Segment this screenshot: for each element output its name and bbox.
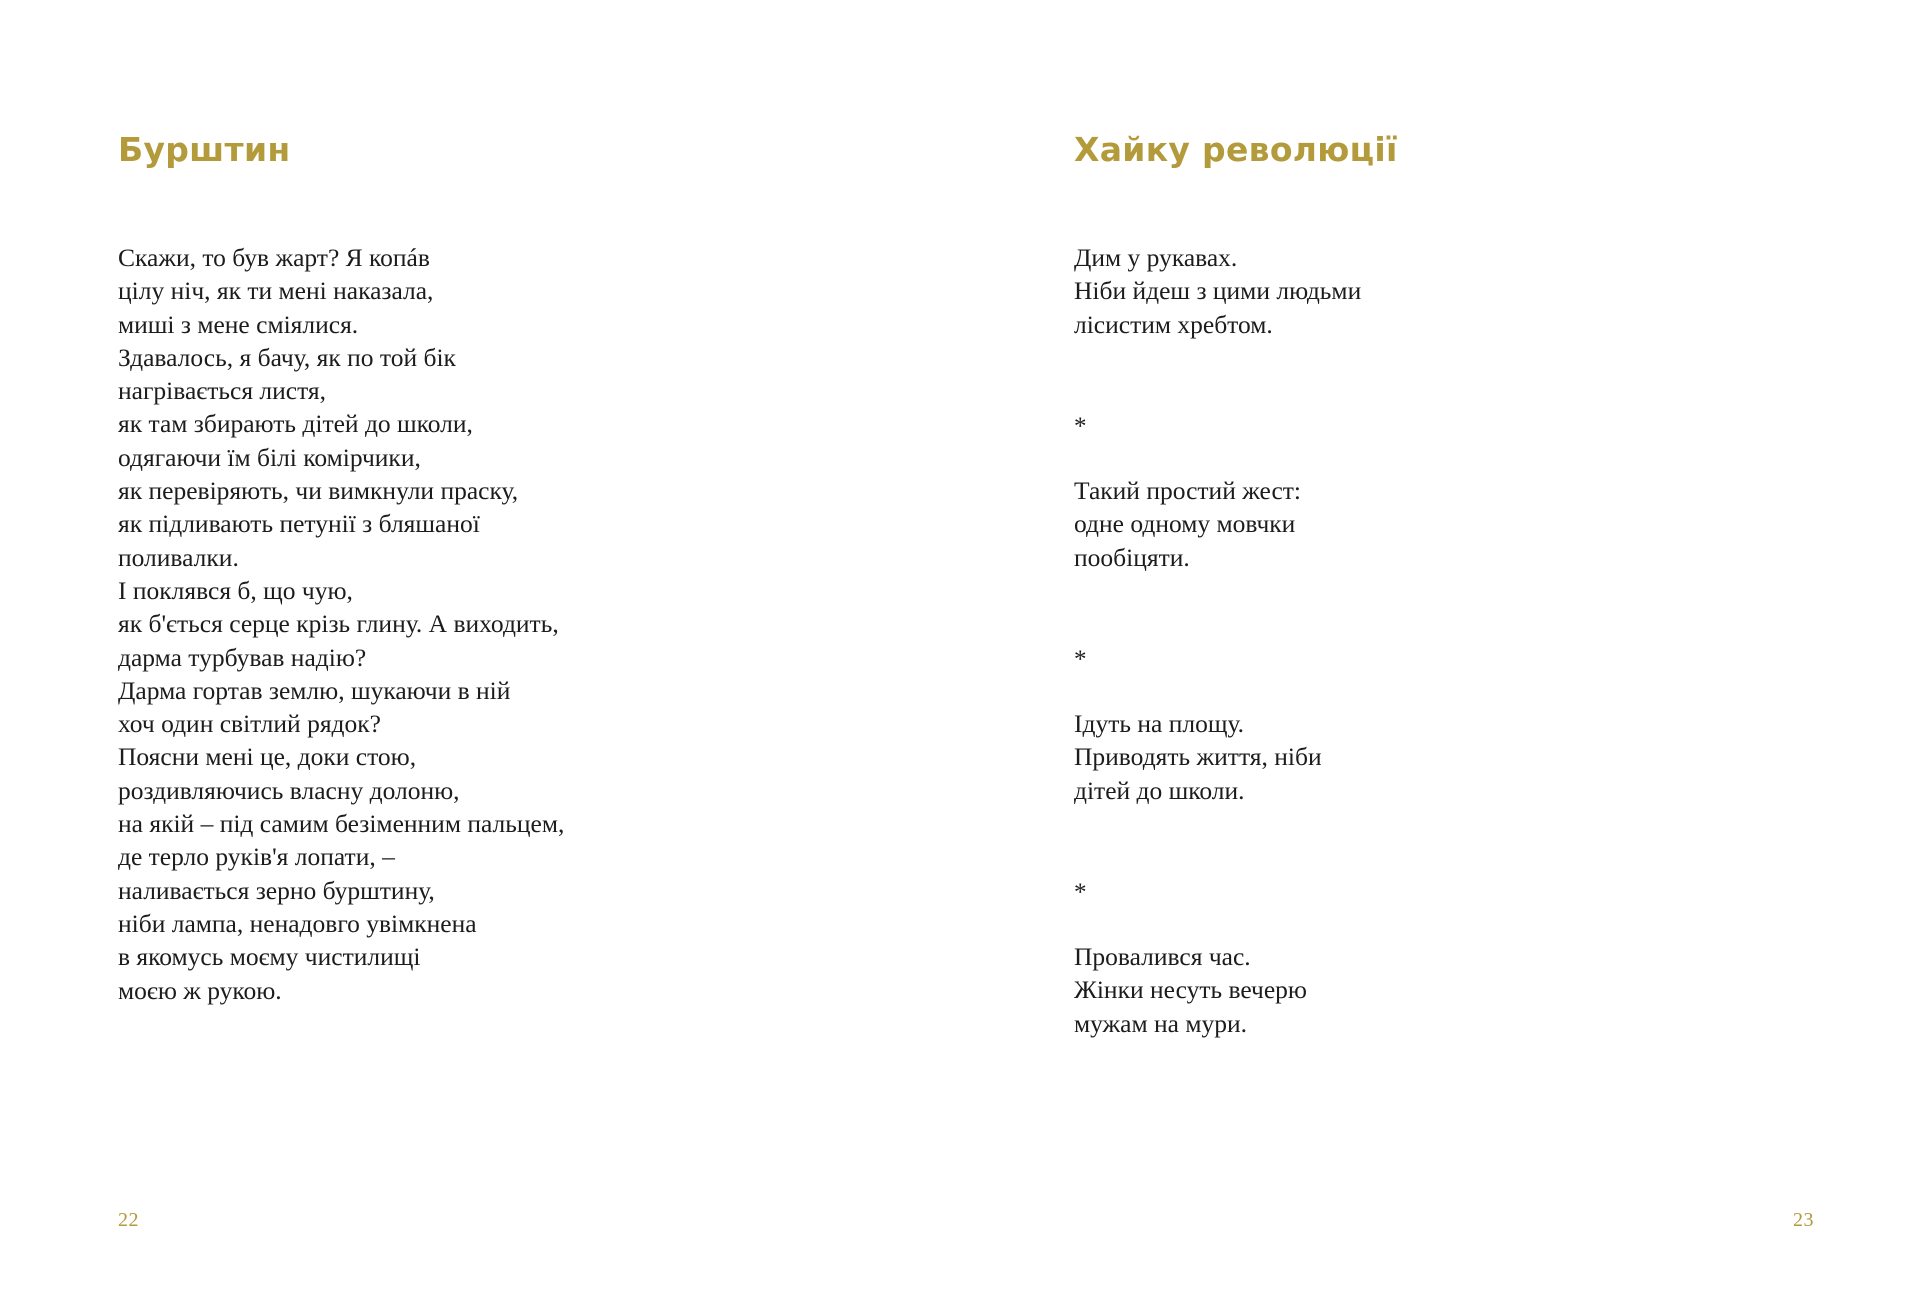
poem-line: в якомусь моєму чистилищі xyxy=(118,942,421,972)
poem-line: Здавалось, я бачу, як по той бік xyxy=(118,342,456,372)
poem-line: ніби лампа, ненадовго увімкнена xyxy=(118,908,477,938)
haiku-stanza xyxy=(1074,940,1307,1040)
haiku-line: пообіцяти. xyxy=(1074,542,1190,572)
poem-line: поливалки. xyxy=(118,542,239,572)
poem-line: моєю ж рукою. xyxy=(118,975,282,1005)
poem-line: одягаючи їм білі комірчики, xyxy=(118,442,421,472)
haiku-line: лісистим хребтом. xyxy=(1074,309,1273,339)
poem-title-haiku: Хайку революції xyxy=(1074,130,1398,169)
haiku-line: мужам на мури. xyxy=(1074,1008,1247,1038)
haiku-stanza xyxy=(1074,241,1361,341)
poem-line: цілу ніч, як ти мені наказала, xyxy=(118,276,434,306)
poem-line: роздивляючись власну долоню, xyxy=(118,775,460,805)
poem-line: миші з мене сміялися. xyxy=(118,309,359,339)
poem-title-amber: Бурштин xyxy=(118,130,291,169)
poem-line: як перевіряють, чи вимкнули праску, xyxy=(118,476,519,506)
poem-line: як підливають петунії з бляшаної xyxy=(118,509,480,539)
haiku-line: Такий простий жест: xyxy=(1074,476,1302,505)
haiku-line: Ніби йдеш з цими людьми xyxy=(1074,276,1362,306)
haiku-stanza xyxy=(1074,707,1322,807)
page-number-right: 23 xyxy=(1793,1209,1814,1231)
poem-line: наливається зерно бурштину, xyxy=(118,875,435,905)
asterisk-divider: * xyxy=(1074,646,1087,673)
haiku-line: Дим у рукавах. xyxy=(1074,243,1238,272)
poem-line: нагрівається листя, xyxy=(118,376,327,406)
haiku-line: одне одному мовчки xyxy=(1074,509,1296,539)
poem-line: Поясни мені це, доки стою, xyxy=(118,742,417,772)
asterisk-divider: * xyxy=(1074,879,1087,906)
poem-line: дарма турбував надію? xyxy=(118,642,367,672)
poem-line: хоч один світлий рядок? xyxy=(118,709,381,739)
haiku-line: Провалився час. xyxy=(1074,942,1251,971)
haiku-line: Приводять життя, ніби xyxy=(1074,742,1322,772)
poem-line: Дарма гортав землю, шукаючи в ній xyxy=(118,675,511,705)
haiku-line: Жінки несуть вечерю xyxy=(1074,975,1307,1005)
right-page xyxy=(960,0,1920,1304)
haiku-line: дітей до школи. xyxy=(1074,775,1245,805)
poem-line: на якій – під самим безіменним пальцем, xyxy=(118,809,565,839)
poem-line: І поклявся б, що чую, xyxy=(118,575,353,605)
haiku-stanza xyxy=(1074,474,1301,574)
poem-line: як там збирають дітей до школи, xyxy=(118,409,473,439)
poem-line: Скажи, то був жарт? Я копáв xyxy=(118,243,430,272)
poem-line: як б'ється серце крізь глину. А виходить, xyxy=(118,609,559,639)
page-number-left: 22 xyxy=(118,1209,139,1231)
haiku-line: Ідуть на площу. xyxy=(1074,709,1245,738)
poem-amber-text xyxy=(118,241,564,1007)
poem-line: де терло руків'я лопати, – xyxy=(118,842,395,872)
asterisk-divider: * xyxy=(1074,413,1087,440)
